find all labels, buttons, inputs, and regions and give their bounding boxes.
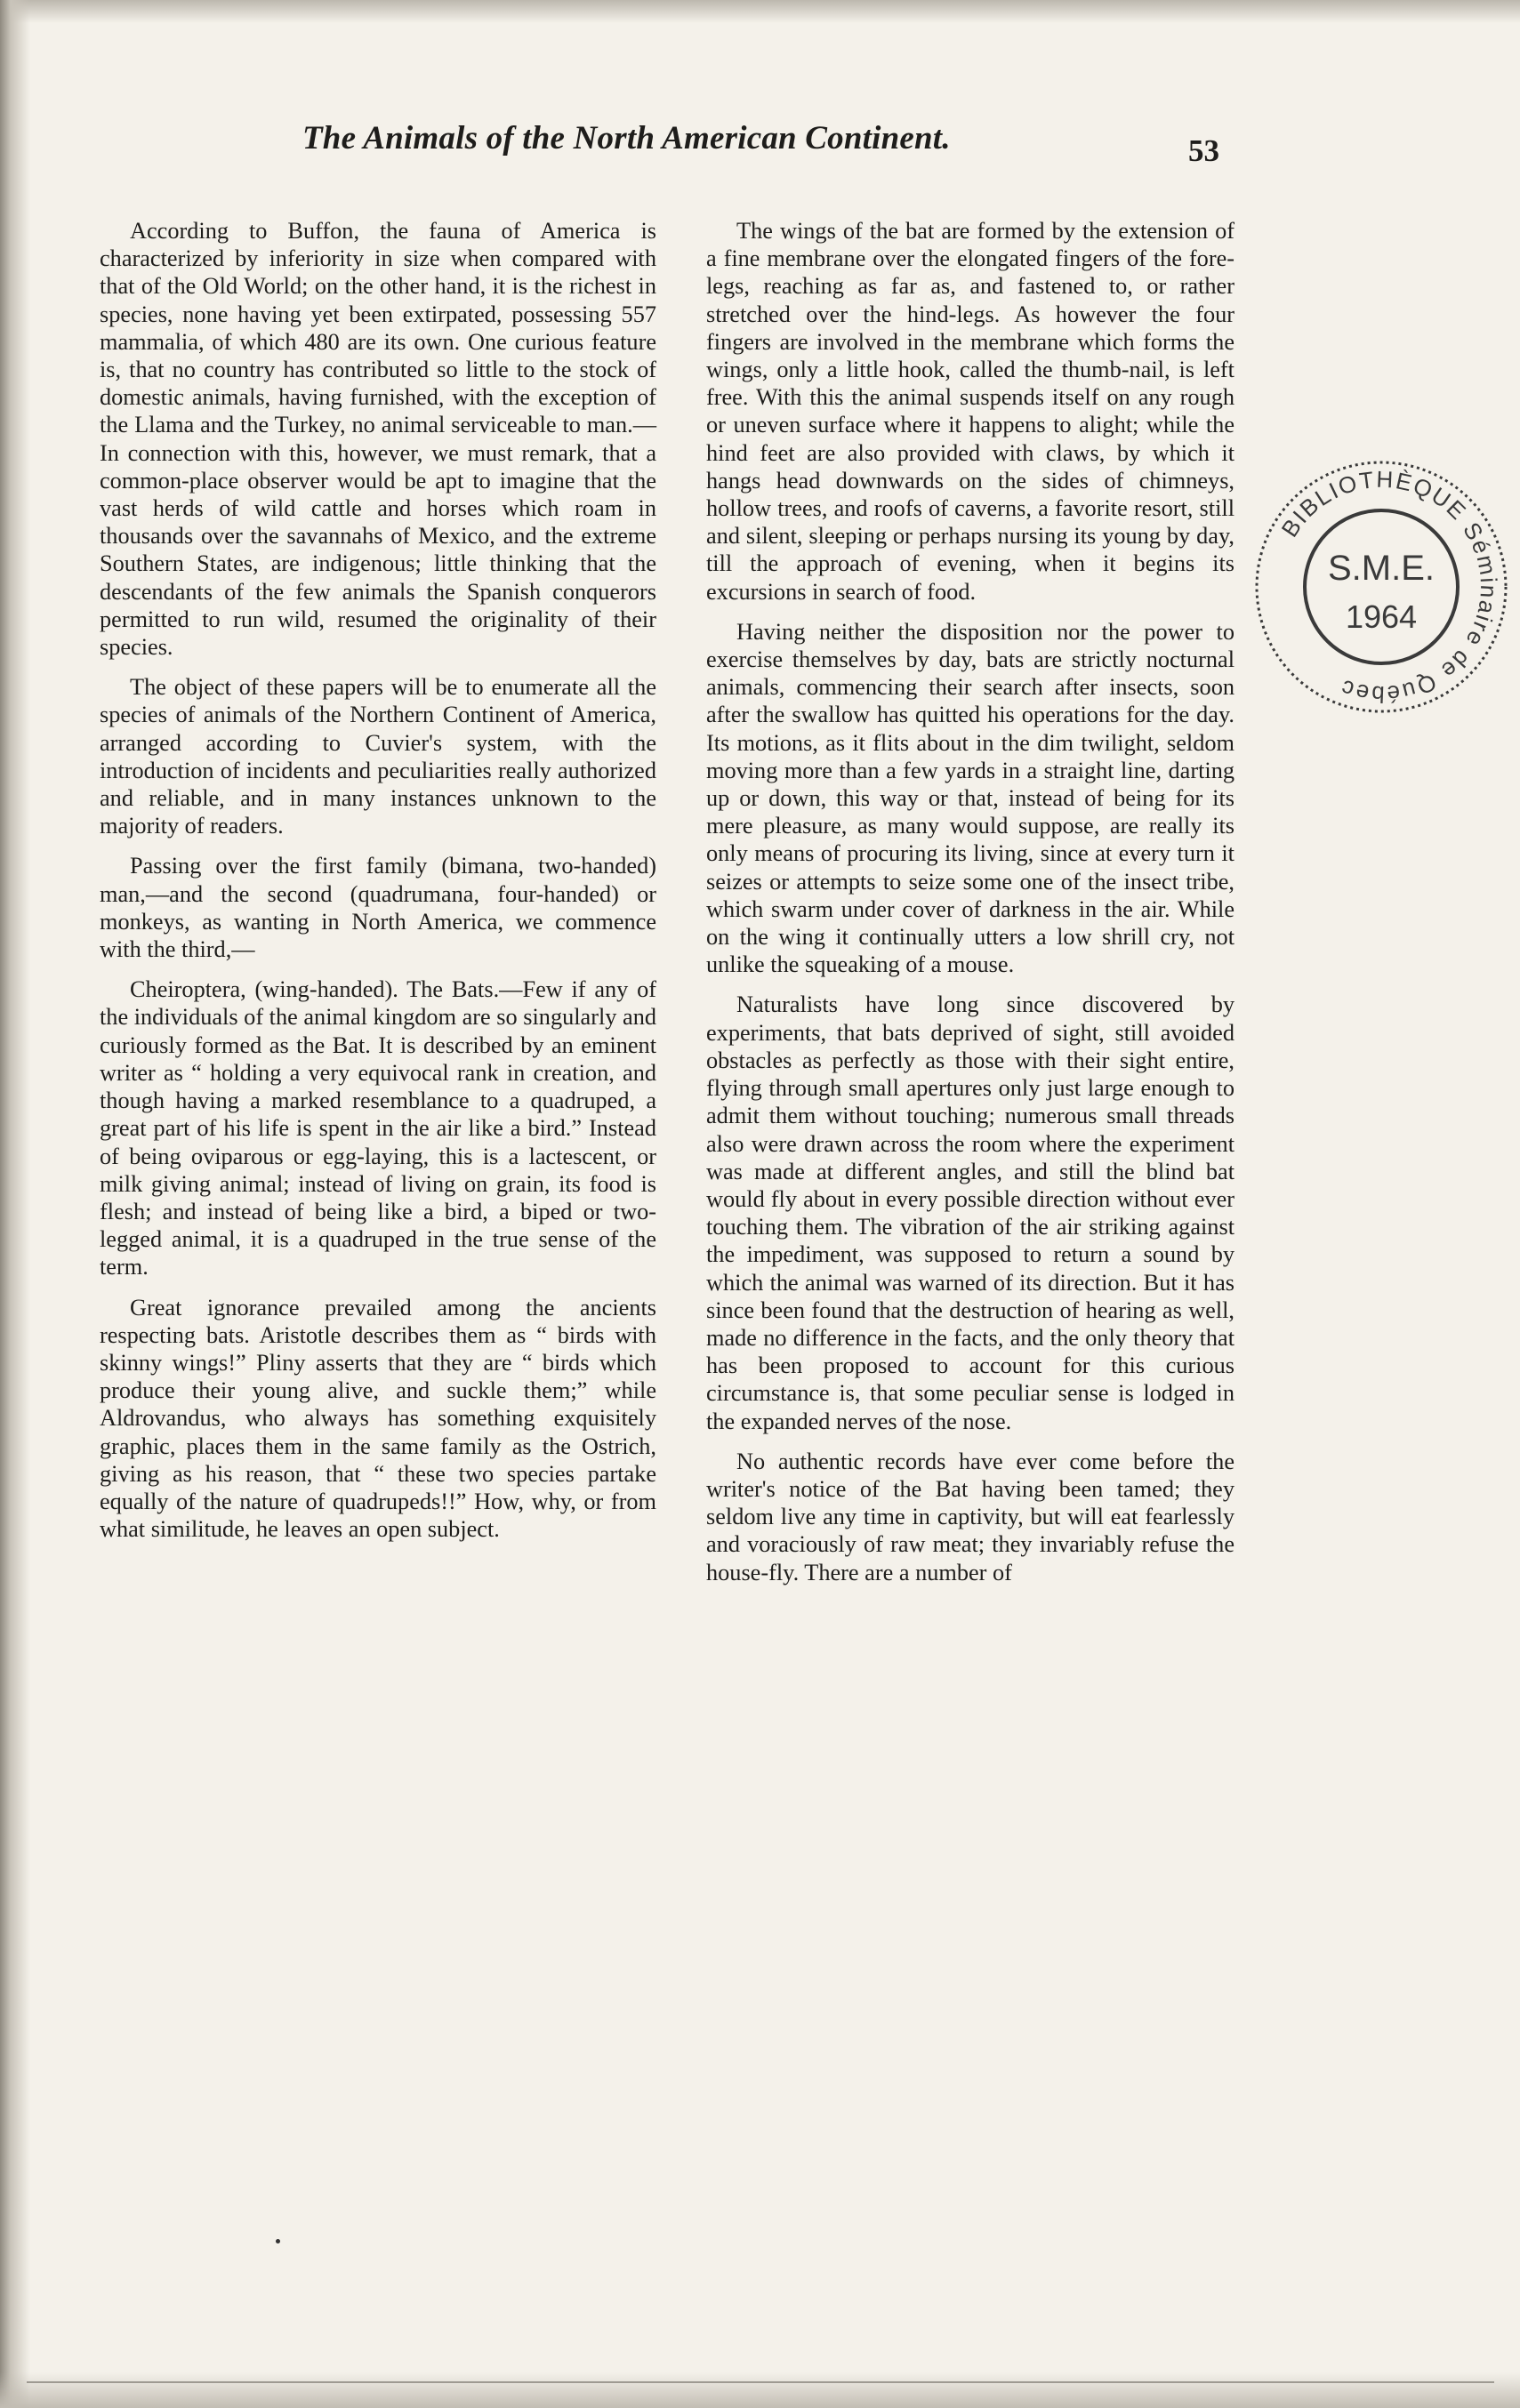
paragraph: The object of these papers will be to enumerate all the species of animals of the Northern Continent of America, arranged according to Cuvier's system, with the introduction of incidents and peculiarities really authorized and reliable, and in many instances unknown to the majority of readers. <box>100 674 656 839</box>
stamp-ring-text: BIBLIOTHÈQUE Séminaire de Québec <box>1275 465 1503 709</box>
stamp-initials: S.M.E. <box>1327 549 1436 588</box>
page-edge-left <box>0 0 30 2408</box>
paragraph: No authentic records have ever come before the writer's notice of the Bat having been tamed; they seldom live any time in captivity, but will eat fearlessly and voraciously of raw meat; they invariably refuse the house-fly. There are a number of <box>706 1448 1234 1585</box>
library-stamp <box>1248 454 1515 720</box>
paragraph: Having neither the disposition nor the power to exercise themselves by day, bats are strictly nocturnal animals, commencing their search after insects, soon after the swallow has quitted his operations for the day. Its motions, as it flits about in the dim twilight, seldom moving more than a few yards in a straight line, darting up or down, this way or that, instead of being for its mere pleasure, as many would suppose, are really its only means of procuring its living, since at every turn it seizes or attempts to seize some one of the insect tribe, which swarm under cover of darkness in the air. While on the wing it continually utters a low shrill cry, not unlike the squeaking of a mouse. <box>706 618 1234 978</box>
left-column <box>100 217 656 1555</box>
paragraph: The wings of the bat are formed by the extension of a fine membrane over the elongated fingers of the fore-legs, reaching as far as, and fastened to, or rather stretched over the hind-legs. As however the four fingers are involved in the membrane which forms the wings, only a little hook, called the thumb-nail, is left free. With this the animal suspends itself on any rough or uneven surface where it happens to alight; while the hind feet are also provided with claws, by which it hangs head downwards on the sides of chimneys, hollow trees, and roofs of caverns, a favorite resort, still and silent, sleeping or perhaps nursing its young by day, till the approach of evening, when it begins its excursions in search of food. <box>706 218 1234 605</box>
page-number: 53 <box>1188 133 1219 168</box>
paragraph: Passing over the first family (bimana, two-handed) man,—and the second (quadrumana, four-handed) or monkeys, as wanting in North America, we commence with the third,— <box>100 853 656 963</box>
paragraph: Great ignorance prevailed among the ancients respecting bats. Aristotle describes them as “ birds with skinny wings!” Pliny asserts that they are “ birds which produce their young alive, and suckle them;” while Aldrovandus, who always has something exquisitely graphic, places them in the same family as the Ostrich, giving as his reason, that “ these two species partake equally of the nature of quadrupeds!!” How, why, or from what similitude, he leaves an open subject. <box>100 1294 656 1543</box>
right-column <box>706 217 1234 1599</box>
page-edge-top <box>0 0 1520 23</box>
page-edge-bottom <box>0 2372 1520 2408</box>
paragraph: Cheiroptera, (wing-handed). The Bats.—Few if any of the individuals of the animal kingdom are so singularly and curiously formed as the Bat. It is described by an eminent writer as “ holding a very equivocal rank in creation, and though having a marked resemblance to a quadruped, a great part of his life is spent in the air like a bird.” Instead of being oviparous or egg-laying, this is a lactescent, or milk giving animal; instead of living on grain, its food is flesh; and instead of being like a bird, a biped or two-legged animal, it is a quadruped in the true sense of the term. <box>100 976 656 1280</box>
paragraph: According to Buffon, the fauna of America is characterized by inferiority in size when compared with that of the Old World; on the other hand, it is the richest in species, none having yet been extirpated, possessing 557 mammalia, of which 480 are its own. One curious feature is, that no country has contributed so little to the stock of domestic animals, having furnished, with the exception of the Llama and the Turkey, no animal serviceable to man.—In connection with this, however, we must remark, that a common-place observer would be apt to imagine that the vast herds of wild cattle and horses which roam in thousands over the savannahs of Mexico, and the extreme Southern States, are indigenous; little thinking that the descendants of the few animals the Spanish conquerors permitted to run wild, resumed the originality of their species. <box>100 218 656 661</box>
paragraph: Naturalists have long since discovered by experiments, that bats deprived of sight, still avoided obstacles as perfectly as those with their sight entire, flying through small apertures only just large enough to admit them without touching; numerous small threads also were drawn across the room where the experiment was made at different angles, and still the blind bat would fly about in every possible direction without ever touching them. The vibration of the air striking against the impediment, was supposed to return a sound by which the animal was warned of its direction. But it has since been found that the destruction of hearing as well, made no difference in the facts, and the only theory that has been proposed to account for this curious circumstance is, that some peculiar sense is lodged in the expanded nerves of the nose. <box>706 991 1234 1434</box>
page-edge-rule <box>27 2381 1494 2383</box>
stamp-year: 1964 <box>1345 598 1418 635</box>
running-title: The Animals of the North American Continent. <box>302 120 951 157</box>
ink-speck <box>276 2239 280 2243</box>
